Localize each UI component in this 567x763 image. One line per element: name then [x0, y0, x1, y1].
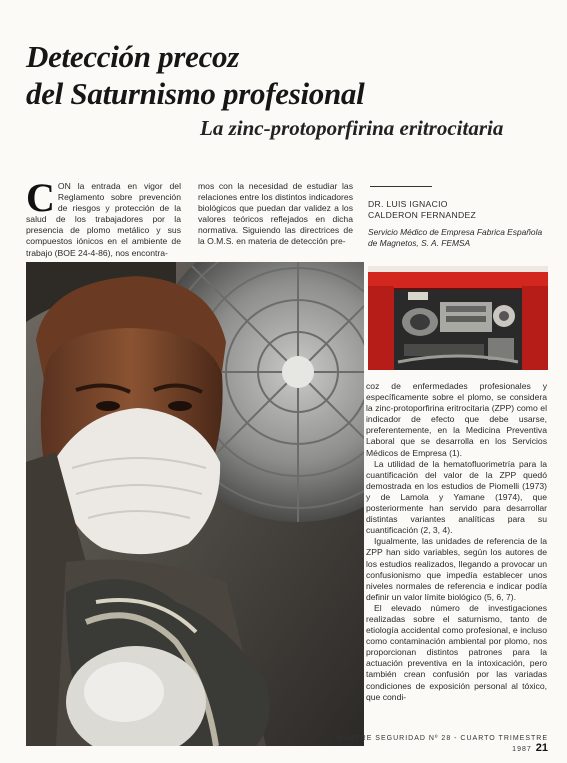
- intro-column-1: [26, 175, 181, 259]
- drop-cap: C: [26, 175, 55, 220]
- page-number: 21: [535, 742, 548, 754]
- article-subtitle: La zinc-protoporfirina eritrocitaria: [200, 116, 504, 140]
- body-paragraph-2: La utilidad de la hematofluorimetría para la cuantificación del valor de la ZPP quedó demostrada en los estudios de Piomelli (1973) y de Lamola y Yamane (1974), que posteriormente han servido para desarrollar distintas variantes analíticas para su cuantificación (2, 3, 4).: [366, 458, 547, 536]
- article-body-column-3: [366, 381, 547, 703]
- author-affiliation: Servicio Médico de Empresa Fabrica Española de Magnetos, S. A. FEMSA: [368, 227, 543, 249]
- byline: [368, 180, 543, 249]
- body-paragraph-1: coz de enfermedades profesionales y específicamente sobre el plomo, se considera la zinc-protoporfirina eritrocitaria (ZPP) como el indicador de efecto que debe usarse, preferentemente, en la Medicina Preventiva Laboral que se desarrolla en los Servicios Médicos de Empresa (1).: [366, 381, 547, 458]
- intro-column-1-text: ON la entrada en vigor del Reglamento sobre prevención de riesgos y protección de la salud de los trabajadores por la presencia de plomo metálico y sus compuestos iónicos en el ambiente de trabajo (BOE 24-4-86), nos encontra-: [26, 181, 181, 258]
- byline-rule: [370, 186, 432, 187]
- author-line-2: CALDERON FERNANDEZ: [368, 210, 477, 221]
- article-title-line-1: Detección precoz: [26, 39, 239, 74]
- page-footer: [308, 735, 548, 754]
- publication-info: MAPFRE SEGURIDAD Nº 28 - CUARTO TRIMESTRE 1987: [337, 735, 548, 753]
- worker-photo: [26, 262, 364, 746]
- author-name: [368, 199, 543, 221]
- body-paragraph-3: Igualmente, las unidades de referencia de la ZPP han sido variables, según los autores de los estudios realizados, llegando a provocar un confusionismo que impedía establecer unos niveles normales de referencia e indicar podía definir un valor límite biológico (5, 6, 7).: [366, 536, 547, 602]
- author-line-1: DR. LUIS IGNACIO: [368, 199, 448, 209]
- engine-photo: [368, 266, 548, 370]
- intro-column-2: [198, 181, 353, 248]
- body-paragraph-4: El elevado número de investigaciones realizadas sobre el saturnismo, tanto de etiología accidental como profesional, e incluso como contaminación ambiental por plomo, nos proporcionan distintos patrones para la actuación preventiva en la intoxicación, pero también crean confusión por las variadas condiciones de exposición personal al tóxico, que condi-: [366, 602, 547, 702]
- intro-column-2-text: mos con la necesidad de estudiar las relaciones entre los distintos indicadores biológicos que puedan dar validez a los valores teóricos reflejados en dicha normativa. Siguiendo las directrices de la O.M.S. en materia de detección pre-: [198, 181, 353, 247]
- article-title-line-2: del Saturnismo profesional: [26, 76, 365, 111]
